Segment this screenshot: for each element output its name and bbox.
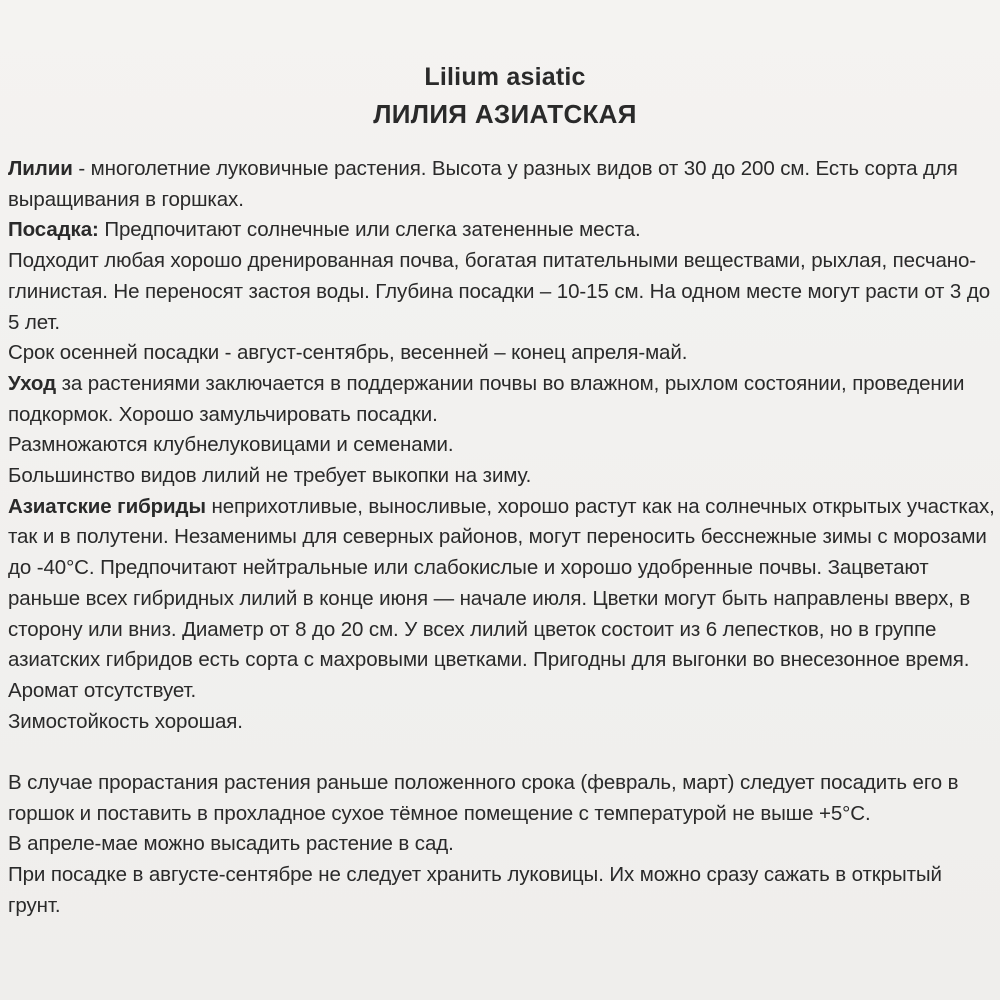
paragraph-soil bbox=[8, 246, 998, 338]
text-care: за растениями заключается в поддержании почвы во влажном, рыхлом состоянии, проведении подкормок. Хорошо замульчировать посадки. bbox=[8, 371, 965, 426]
paragraph-care bbox=[8, 369, 998, 430]
description-text bbox=[8, 154, 998, 922]
note-autumn-planting bbox=[8, 860, 998, 921]
text-lilies: - многолетние луковичные растения. Высота у разных видов от 30 до 200 см. Есть сорта для выращивания в горшках. bbox=[8, 157, 958, 211]
paragraph-winter bbox=[8, 461, 998, 492]
paragraph-planting-time bbox=[8, 338, 998, 369]
paragraph-lilies bbox=[8, 154, 998, 215]
paragraph-hardiness bbox=[8, 707, 998, 738]
text-propagation: Размножаются клубнелуковицами и семенами. bbox=[8, 433, 454, 457]
text-winter: Большинство видов лилий не требует выкопки на зиму. bbox=[8, 464, 532, 488]
russian-title: ЛИЛИЯ АЗИАТСКАЯ bbox=[373, 99, 637, 129]
term-care: Уход bbox=[8, 371, 56, 395]
paragraph-propagation bbox=[8, 430, 998, 461]
text-soil: Подходит любая хорошо дренированная почва, богатая питательными веществами, рыхлая, песчано-глинистая. Не переносят застоя воды. Глубина посадки – 10-15 см. На одном месте могут расти от 3 до 5 лет. bbox=[8, 249, 990, 334]
latin-title: Lilium asiatic bbox=[424, 63, 586, 91]
term-asiatic-hybrids: Азиатские гибриды bbox=[8, 494, 206, 518]
term-planting: Посадка: bbox=[8, 218, 99, 242]
text-planting-time: Срок осенней посадки - август-сентябрь, весенней – конец апреля-май. bbox=[8, 341, 688, 365]
text-autumn-planting: При посадке в августе-сентябре не следует хранить луковицы. Их можно сразу сажать в открытый грунт. bbox=[8, 863, 942, 917]
text-planting: Предпочитают солнечные или слегка затененные места. bbox=[98, 218, 641, 242]
text-early-sprouting: В случае прорастания растения раньше положенного срока (февраль, март) следует посадить его в горшок и поставить в прохладное сухое тёмное помещение с температурой не выше +5°С. bbox=[8, 771, 959, 825]
paragraph-asiatic-hybrids bbox=[8, 492, 998, 707]
text-spring-planting: В апреле-мае можно высадить растение в сад. bbox=[8, 832, 454, 856]
title-block bbox=[0, 62, 1000, 130]
note-early-sprouting bbox=[8, 768, 998, 829]
paragraph-gap bbox=[8, 737, 998, 768]
term-lilies: Лилии bbox=[8, 157, 73, 180]
text-hardiness: Зимостойкость хорошая. bbox=[8, 709, 243, 733]
note-spring-planting bbox=[8, 829, 998, 860]
text-asiatic-hybrids: неприхотливые, выносливые, хорошо растут как на солнечных открытых участках, так и в полутени. Незаменимы для северных районов, могут переносить бесснежные зимы с морозами до -40°С. Предпочитают нейтральные или слабокислые и хорошо удобренные почвы. Зацветают раньше всех гибридных лилий в конце июня — начале июля. Цветки могут быть направлены вверх, в сторону или вниз. Диаметр от 8 до 20 см. У всех лилий цветок состоит из 6 лепестков, но в группе азиатских гибридов есть сорта с махровыми цветками. Пригодны для выгонки во внесезонное время. Аромат отсутствует. bbox=[8, 494, 995, 702]
paragraph-planting bbox=[8, 215, 998, 246]
